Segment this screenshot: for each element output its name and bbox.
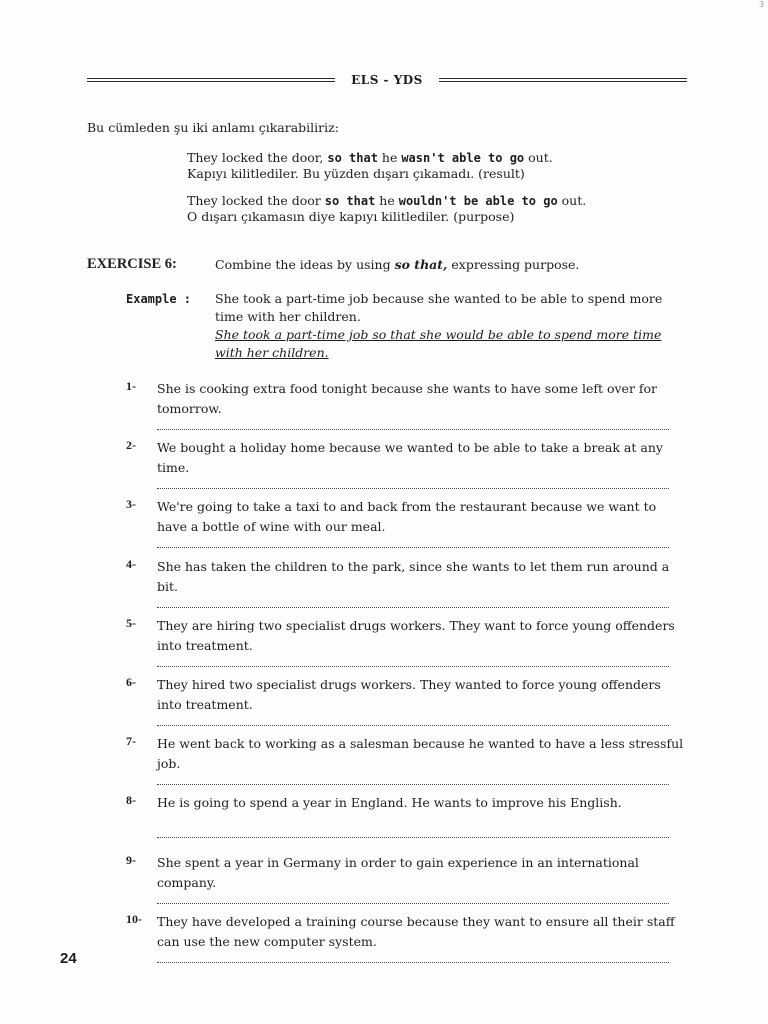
item-number: 9- <box>126 853 136 867</box>
answer-line[interactable] <box>157 666 669 667</box>
item-number: 2- <box>126 438 136 452</box>
sentence-english: They locked the door so that he wouldn't be able to go out. <box>187 193 587 208</box>
header-rule-left <box>87 78 335 82</box>
example-sentence-purpose <box>187 193 586 225</box>
sentence-english: They locked the door, so that he wasn't able to go out. <box>187 150 553 165</box>
example-label: Example : <box>126 292 192 306</box>
corner-mark: 3 <box>759 0 765 9</box>
page-header <box>87 73 687 89</box>
example-answer: She took a part-time job so that she would be able to spend more time with her children. <box>215 327 662 360</box>
item-question: He went back to working as a salesman because he wanted to have a less stressful job. <box>157 736 684 771</box>
header-title: ELS - YDS <box>351 73 423 87</box>
item-question: They hired two specialist drugs workers. They wanted to force young offenders into treatment. <box>157 677 661 712</box>
answer-line[interactable] <box>157 607 669 608</box>
item-number: 8- <box>126 793 136 807</box>
sentence-turkish: Kapıyı kilitlediler. Bu yüzden dışarı çıkamadı. (result) <box>187 166 525 181</box>
answer-line[interactable] <box>157 488 669 489</box>
page-number: 24 <box>60 950 77 967</box>
answer-line[interactable] <box>157 962 669 963</box>
item-question: She spent a year in Germany in order to gain experience in an international company. <box>157 855 639 890</box>
item-number: 10- <box>126 912 142 926</box>
answer-line[interactable] <box>157 725 669 726</box>
item-question: She is cooking extra food tonight because she wants to have some left over for tomorrow. <box>157 381 658 416</box>
item-question: We're going to take a taxi to and back from the restaurant because we want to have a bottle of wine with our meal. <box>157 499 657 534</box>
header-rule-right <box>439 78 687 82</box>
sentence-turkish: O dışarı çıkamasın diye kapıyı kilitlediler. (purpose) <box>187 209 515 224</box>
answer-line[interactable] <box>157 903 669 904</box>
answer-line[interactable] <box>157 429 669 430</box>
item-number: 1- <box>126 379 136 393</box>
example-sentence-result <box>187 150 553 182</box>
item-number: 7- <box>126 734 136 748</box>
answer-line[interactable] <box>157 547 669 548</box>
example-question: She took a part-time job because she wanted to be able to spend more time with her children. <box>215 291 663 324</box>
answer-line[interactable] <box>157 837 669 838</box>
answer-line[interactable] <box>157 784 669 785</box>
item-question: They are hiring two specialist drugs workers. They want to force young offenders into treatment. <box>157 618 675 653</box>
item-question: They have developed a training course because they want to ensure all their staff can use the new computer system. <box>157 914 675 949</box>
item-number: 5- <box>126 616 136 630</box>
exercise-title: EXERCISE 6: <box>87 256 177 272</box>
item-question: He is going to spend a year in England. He wants to improve his English. <box>157 795 622 810</box>
exercise-instruction: Combine the ideas by using so that, expressing purpose. <box>215 257 580 272</box>
item-number: 3- <box>126 497 136 511</box>
item-number: 6- <box>126 675 136 689</box>
item-number: 4- <box>126 557 136 571</box>
item-question: We bought a holiday home because we wanted to be able to take a break at any time. <box>157 440 663 475</box>
item-question: She has taken the children to the park, since she wants to let them run around a bit. <box>157 559 670 594</box>
intro-text: Bu cümleden şu iki anlamı çıkarabiliriz: <box>87 120 339 135</box>
